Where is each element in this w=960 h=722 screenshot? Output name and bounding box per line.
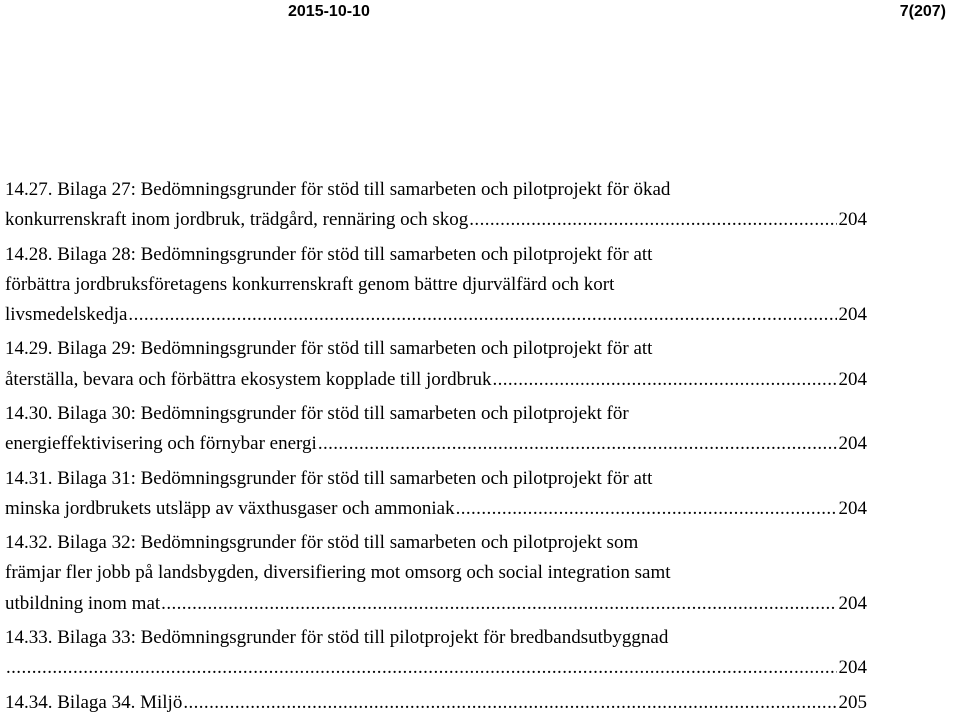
dot-leader	[160, 589, 836, 619]
toc-entry[interactable]	[5, 240, 867, 331]
toc-page-number: 204	[838, 368, 867, 390]
dot-leader	[317, 429, 837, 459]
toc-entry-text: livsmedelskedja	[5, 304, 128, 325]
toc-entry-last-line	[5, 653, 867, 683]
toc-entry[interactable]	[5, 399, 867, 459]
toc-entry-last-line	[5, 300, 867, 330]
toc-entry[interactable]	[5, 623, 867, 683]
toc-entry-text: konkurrenskraft inom jordbruk, trädgård, rennäring och skog	[5, 209, 469, 231]
toc-entry-last-line	[5, 494, 867, 524]
toc-entry-line: 14.32. Bilaga 32: Bedömningsgrunder för stöd till samarbeten och pilotprojekt som	[5, 532, 639, 554]
toc-entry-line: 14.31. Bilaga 31: Bedömningsgrunder för stöd till samarbeten och pilotprojekt för att	[5, 467, 653, 489]
dot-leader	[468, 205, 836, 235]
toc-page-number: 205	[838, 691, 867, 713]
toc-entry[interactable]	[5, 688, 867, 718]
toc-entry-line: 14.28. Bilaga 28: Bedömningsgrunder för stöd till samarbeten och pilotprojekt för att	[5, 243, 653, 265]
toc-entry[interactable]	[5, 175, 867, 235]
toc-entry-text: utbildning inom mat	[5, 592, 161, 614]
dot-leader	[182, 688, 836, 718]
toc-entry-line: 14.30. Bilaga 30: Bedömningsgrunder för stöd till samarbeten och pilotprojekt för	[5, 402, 629, 424]
toc-entry-line: 14.27. Bilaga 27: Bedömningsgrunder för stöd till samarbeten och pilotprojekt för ökad	[5, 179, 671, 200]
toc-entry-text: energieffektivisering och förnybar energi	[5, 433, 317, 455]
header-page-number: 7(207)	[899, 3, 946, 20]
page-header	[0, 0, 960, 28]
toc-entry-line: 14.29. Bilaga 29: Bedömningsgrunder för stöd till samarbeten och pilotprojekt för att	[5, 338, 653, 360]
toc-page-number: 204	[838, 657, 867, 679]
dot-leader	[491, 365, 836, 395]
toc-entry-last-line	[5, 688, 867, 718]
toc-entry-last-line	[5, 429, 867, 459]
toc-entry-last-line	[5, 205, 867, 235]
header-date: 2015-10-10	[288, 3, 370, 20]
toc-page-number: 204	[838, 304, 867, 325]
toc-entry-last-line	[5, 365, 867, 395]
toc-entry-text: återställa, bevara och förbättra ekosystem kopplade till jordbruk	[5, 368, 492, 390]
toc-entry-line: främjar fler jobb på landsbygden, diversifiering mot omsorg och social integration samt	[5, 562, 671, 584]
dot-leader	[5, 653, 837, 683]
dot-leader	[127, 300, 836, 330]
toc-page-number: 204	[838, 433, 867, 455]
toc-page-number: 204	[838, 209, 867, 231]
toc-entry-last-line	[5, 589, 867, 619]
toc-entry-text: 14.34. Bilaga 34. Miljö	[5, 691, 183, 713]
toc-entry[interactable]	[5, 334, 867, 394]
toc-entry[interactable]	[5, 464, 867, 524]
toc-page-number: 204	[838, 592, 867, 614]
toc-entry-text: minska jordbrukets utsläpp av växthusgaser och ammoniak	[5, 497, 455, 519]
toc-entry-line: förbättra jordbruksföretagens konkurrenskraft genom bättre djurvälfärd och kort	[5, 273, 615, 295]
toc-entry-line: 14.33. Bilaga 33: Bedömningsgrunder för stöd till pilotprojekt för bredbandsutbyggnad	[5, 626, 669, 648]
toc-page-number: 204	[838, 497, 867, 519]
toc-entry[interactable]	[5, 528, 867, 619]
table-of-contents	[5, 175, 867, 722]
dot-leader	[455, 494, 837, 524]
